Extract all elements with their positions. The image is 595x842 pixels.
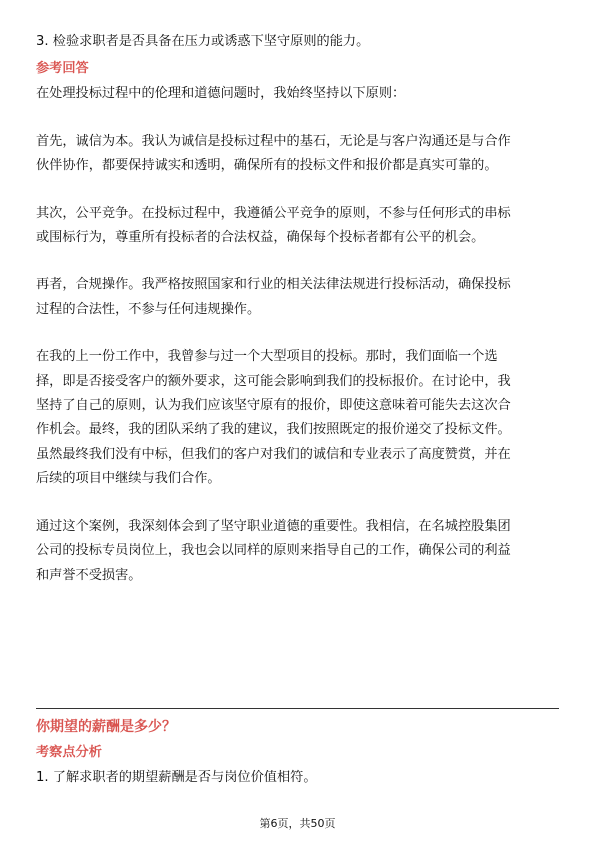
paragraph-line: 在我的上一份工作中，我曾参与过一个大型项目的投标。那时，我们面临一个选 [36, 349, 498, 365]
paragraph-line: 通过这个案例，我深刻体会到了坚守职业道德的重要性。我相信，在名城控股集团 [36, 518, 511, 534]
page-content [36, 30, 562, 588]
paragraph-line: 再者，合规操作。我严格按照国家和行业的相关法律法规进行投标活动，确保投标 [36, 277, 511, 293]
paragraph-line: 公司的投标专员岗位上，我也会以同样的原则来指导自己的工作，确保公司的利益 [36, 543, 511, 559]
paragraph-line: 其次，公平竞争。在投标过程中，我遵循公平竞争的原则，不参与任何形式的串标 [36, 205, 511, 221]
analysis-label: 考察点分析 [36, 745, 102, 760]
paragraph-compliance [36, 273, 562, 322]
answer-intro [36, 82, 562, 106]
paragraph-line: 后续的项目中继续与我们合作。 [36, 471, 221, 487]
question-title: 你期望的薪酬是多少？ [36, 719, 176, 735]
next-question-section [36, 716, 562, 790]
paragraph-line: 作机会。最终，我的团队采纳了我的建议，我们按照既定的报价递交了投标文件。 [36, 422, 511, 438]
paragraph-line: 择，即是否接受客户的额外要求，这可能会影响到我们的投标报价。在讨论中，我 [36, 373, 511, 389]
paragraph-line: 伙伴协作，都要保持诚实和透明，确保所有的投标文件和报价都是真实可靠的。 [36, 158, 498, 174]
paragraph-conclusion [36, 515, 562, 588]
paragraph-case [36, 345, 562, 491]
answer-intro-text: 在处理投标过程中的伦理和道德问题时，我始终坚持以下原则： [36, 86, 406, 102]
paragraph-line: 首先，诚信为本。我认为诚信是投标过程中的基石，无论是与客户沟通还是与合作 [36, 133, 511, 149]
page-footer: 第6页，共50页 [259, 817, 336, 830]
paragraph-line: 或围标行为，尊重所有投标者的合法权益，确保每个投标者都有公平的机会。 [36, 230, 485, 246]
paragraph-line: 过程的合法性，不参与任何违规操作。 [36, 301, 261, 317]
paragraph-integrity [36, 130, 562, 179]
evaluation-point-3: 3. 检验求职者是否具备在压力或诱惑下坚守原则的能力。 [36, 34, 370, 49]
analysis-item-1: 1. 了解求职者的期望薪酬是否与岗位价值相符。 [36, 770, 317, 785]
paragraph-line: 和声誉不受损害。 [36, 567, 142, 583]
paragraph-fair-competition [36, 202, 562, 251]
section-divider [36, 708, 559, 709]
reference-answer-label: 参考回答 [36, 61, 89, 77]
paragraph-line: 虽然最终我们没有中标，但我们的客户对我们的诚信和专业表示了高度赞赏，并在 [36, 446, 511, 462]
paragraph-line: 坚持了自己的原则，认为我们应该坚守原有的报价，即使这意味着可能失去这次合 [36, 398, 511, 414]
